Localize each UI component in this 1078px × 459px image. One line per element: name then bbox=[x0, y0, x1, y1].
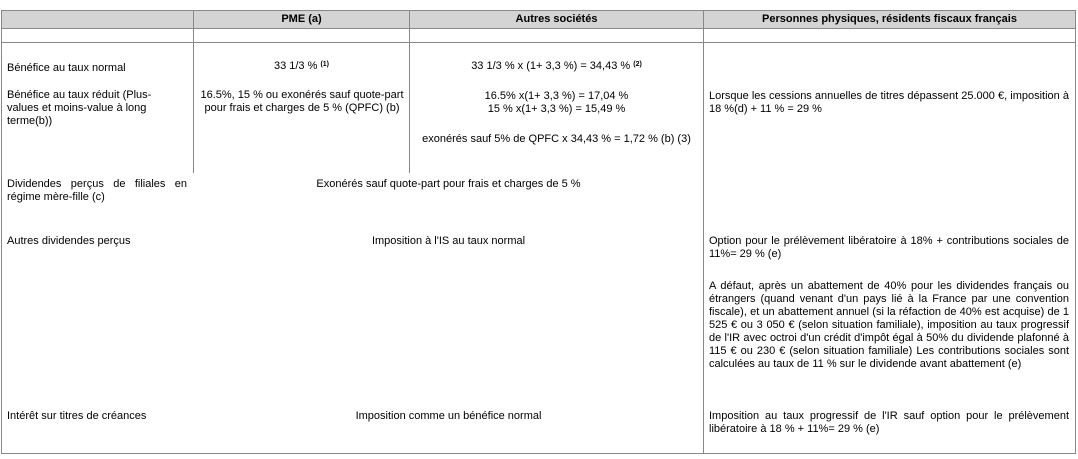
pme-benefice-reduit: 16.5%, 15 % ou exonérés sauf quote-part pour frais et charges de 5 % (QPFC) (b) bbox=[200, 89, 404, 114]
column-divider-right bbox=[1075, 10, 1076, 454]
autres-benefice-normal-value: 33 1/3 % x (1+ 3,3 %) = 34,43 % bbox=[471, 60, 631, 72]
header-personnes-physiques: Personnes physiques, résidents fiscaux français bbox=[704, 11, 1075, 28]
societes-dividendes-filiales: Exonérés sauf quote-part pour frais et charges de 5 % bbox=[316, 178, 581, 190]
personnes-benefice-reduit: Lorsque les cessions annuelles de titres dépassent 25.000 €, imposition à 18 %(d) + 11 % = 29 % bbox=[709, 90, 1069, 115]
pme-benefice-normal-value: 33 1/3 % bbox=[273, 60, 318, 72]
header-bottom-border bbox=[1, 28, 1076, 29]
personnes-interet: Imposition au taux progressif de l'IR sauf option pour le prélèvement libératoire à 18 % + 11%= 29 % (e) bbox=[709, 410, 1069, 435]
row-label-benefice-normal: Bénéfice au taux normal bbox=[7, 62, 126, 74]
societes-interet: Imposition comme un bénéfice normal bbox=[355, 410, 542, 422]
personnes-autres-dividendes-option: Option pour le prélèvement libératoire à 18% + contributions sociales de 11%= 29 % (e) bbox=[709, 235, 1069, 260]
footnote-1: (1) bbox=[320, 61, 330, 68]
autres-benefice-normal bbox=[410, 60, 703, 73]
societes-autres-dividendes: Imposition à l'IS au taux normal bbox=[371, 235, 526, 247]
autres-benefice-reduit-line1: 16.5% x(1+ 3,3 %) = 17,04 % bbox=[484, 90, 629, 102]
row-label-interet: Intérêt sur titres de créances bbox=[7, 410, 147, 422]
pme-benefice-normal bbox=[194, 60, 409, 73]
footnote-2: (2) bbox=[633, 61, 642, 68]
header-pme: PME (a) bbox=[194, 11, 409, 28]
autres-benefice-reduit-line2: 15 % x(1+ 3,3 %) = 15,49 % bbox=[487, 103, 626, 115]
table-bottom-border bbox=[1, 453, 1076, 454]
header-autres-societes: Autres sociétés bbox=[410, 11, 703, 28]
column-divider-personnes bbox=[703, 10, 704, 454]
header-cell-empty bbox=[2, 11, 193, 28]
column-divider-left bbox=[1, 10, 2, 454]
row-label-autres-dividendes: Autres dividendes perçus bbox=[7, 235, 131, 247]
autres-benefice-reduit-exoneres: exonérés sauf 5% de QPFC x 34,43 % = 1,72 % (b) (3) bbox=[422, 133, 691, 145]
row-label-benefice-reduit: Bénéfice au taux réduit (Plus-values et moins-value à long terme(b)) bbox=[7, 89, 152, 127]
personnes-autres-dividendes-defaut: A défaut, après un abattement de 40% pour les dividendes français ou étrangers (quand venant d'un pays lié à la France par une convention fiscale), et un abattement annuel (si la réfaction de 40% est acquise) de 1 525 € ou 3 050 € (selon situation familiale), imposition au taux progressif de l'IR avec octroi d'un crédit d'impôt égal à 50% du dividende plafonné à 115 € ou 230 € (selon situation familiale) Les contributions sociales sont calculées au taux de 11 % sur le dividende avant abattement (e) bbox=[709, 280, 1069, 370]
row-label-dividendes-filiales: Dividendes perçus de filiales en régime mère-fille (c) bbox=[7, 178, 187, 203]
spacer-row-border bbox=[1, 42, 1076, 43]
